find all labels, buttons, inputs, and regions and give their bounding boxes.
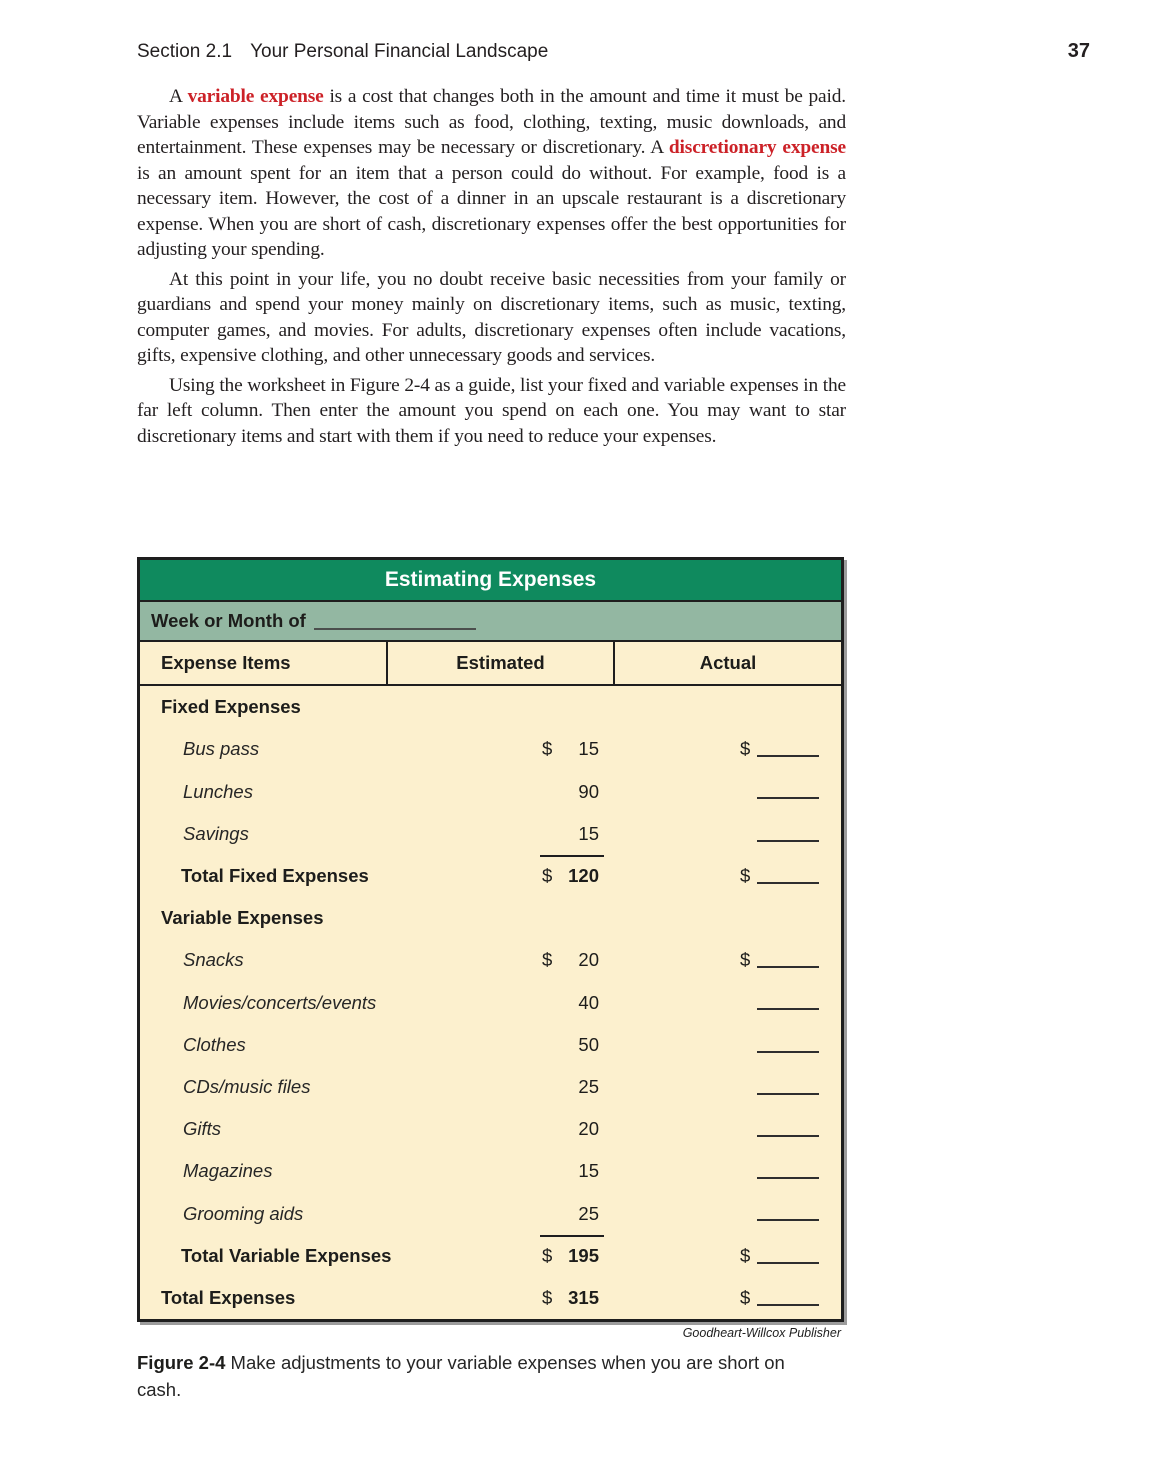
actual-blank-line <box>757 755 819 757</box>
estimated-value: 315 <box>568 1286 599 1308</box>
table-row-savings <box>140 813 841 855</box>
page-number: 37 <box>1067 40 1090 62</box>
estimated-value: 15 <box>578 822 599 844</box>
publisher-credit: Goodheart-Willcox Publisher <box>682 1326 841 1340</box>
actual-currency: $ <box>740 1244 751 1266</box>
actual-blank-line <box>757 1051 819 1053</box>
key-term-variable-expense: variable expense <box>187 86 324 107</box>
estimated-value: 120 <box>568 864 599 886</box>
paragraph-3: Using the worksheet in Figure 2-4 as a guide, list your fixed and variable expenses in the far left column. Then enter the amount you spend on each one. You may want to star discretionary items and start with them if you need to reduce your expenses. <box>137 374 846 447</box>
body-copy <box>137 84 846 453</box>
estimated-currency: $ <box>542 1244 553 1266</box>
paragraph-1 <box>137 84 846 263</box>
row-label: Savings <box>183 822 249 844</box>
row-label: Total Expenses <box>161 1286 296 1308</box>
estimated-value: 40 <box>578 991 599 1013</box>
table-body <box>140 686 841 1319</box>
estimated-value: 25 <box>578 1202 599 1224</box>
actual-currency: $ <box>740 864 751 886</box>
p1-post: is an amount spent for an item that a person could do without. For example, food is a necessary item. However, the cost of a dinner in an upscale restaurant is a discretionary expense. When you are short of cash, discretionary expenses offer the best opportunities for adjusting your spending. <box>137 162 846 260</box>
row-label: Variable Expenses <box>161 907 324 929</box>
table-row-total-fixed-expenses <box>140 855 841 897</box>
section-title: Your Personal Financial Landscape <box>250 41 549 62</box>
actual-blank-line <box>757 966 819 968</box>
running-head <box>137 40 1090 63</box>
actual-blank-line <box>757 882 819 884</box>
row-label: Total Variable Expenses <box>181 1244 392 1266</box>
actual-currency: $ <box>740 738 751 760</box>
actual-blank-line <box>757 840 819 842</box>
week-month-blank-line <box>314 613 476 630</box>
actual-blank-line <box>757 1008 819 1010</box>
estimated-value: 15 <box>578 1160 599 1182</box>
actual-blank-line <box>757 1304 819 1306</box>
figure-caption-text: Make adjustments to your variable expenses when you are short on cash. <box>137 1352 785 1400</box>
row-label: Total Fixed Expenses <box>181 864 369 886</box>
column-header-row <box>140 642 841 686</box>
actual-currency: $ <box>740 949 751 971</box>
column-header-actual: Actual <box>613 642 841 684</box>
table-row-variable-expenses-heading <box>140 897 841 939</box>
row-label: Gifts <box>183 1118 222 1140</box>
actual-blank-line <box>757 1135 819 1137</box>
row-label: Grooming aids <box>183 1202 304 1224</box>
table-row-bus-pass <box>140 728 841 770</box>
estimated-value: 50 <box>578 1033 599 1055</box>
column-header-estimated: Estimated <box>386 642 613 684</box>
section-number: Section 2.1 <box>137 41 233 62</box>
estimated-value: 25 <box>578 1075 599 1097</box>
row-label: Fixed Expenses <box>161 696 301 718</box>
estimated-value: 15 <box>578 738 599 760</box>
table-row-grooming-aids <box>140 1192 841 1234</box>
table-subtitle-bar <box>140 600 841 642</box>
week-month-label: Week or Month of <box>151 610 306 631</box>
row-label: Magazines <box>183 1160 273 1182</box>
estimated-currency: $ <box>542 864 553 886</box>
row-label: Bus pass <box>183 738 260 760</box>
table-row-total-expenses <box>140 1277 841 1319</box>
table-row-clothes <box>140 1024 841 1066</box>
estimated-currency: $ <box>542 949 553 971</box>
column-header-expense-items: Expense Items <box>161 652 291 673</box>
estimating-expenses-table <box>137 557 844 1322</box>
estimated-currency: $ <box>542 1286 553 1308</box>
table-row-fixed-expenses-heading <box>140 686 841 728</box>
actual-blank-line <box>757 1093 819 1095</box>
estimated-currency: $ <box>542 738 553 760</box>
estimated-value: 20 <box>578 949 599 971</box>
row-label: Lunches <box>183 780 253 802</box>
row-label: Snacks <box>183 949 244 971</box>
figure-caption-label: Figure 2-4 <box>137 1352 226 1373</box>
estimated-value: 90 <box>578 780 599 802</box>
figure-caption <box>137 1349 821 1403</box>
table-row-total-variable-expenses <box>140 1235 841 1277</box>
estimated-value: 20 <box>578 1118 599 1140</box>
row-label: Movies/concerts/events <box>183 991 377 1013</box>
p1-pre: A <box>169 86 188 107</box>
actual-blank-line <box>757 1262 819 1264</box>
p1-mid: is a cost that changes both in the amount and time it must be paid. Variable expenses include items such as food, clothing, texting, music downloads, and entertainment. These expenses may be necessary or discretionary. A <box>137 86 846 158</box>
actual-blank-line <box>757 1219 819 1221</box>
table-row-cds-music-files <box>140 1066 841 1108</box>
table-row-movies-concerts-events <box>140 981 841 1023</box>
key-term-discretionary-expense: discretionary expense <box>668 137 846 158</box>
row-label: CDs/music files <box>183 1075 311 1097</box>
table-row-magazines <box>140 1150 841 1192</box>
table-row-lunches <box>140 770 841 812</box>
paragraph-2: At this point in your life, you no doubt receive basic necessities from your family or guardians and spend your money mainly on discretionary items, such as music, texting, computer games, and movies. For adults, discretionary expenses often include vacations, gifts, expensive clothing, and other unnecessary goods and services. <box>137 268 846 366</box>
actual-blank-line <box>757 797 819 799</box>
table-title-bar: Estimating Expenses <box>140 560 841 600</box>
row-label: Clothes <box>183 1033 246 1055</box>
estimated-value: 195 <box>568 1244 599 1266</box>
actual-currency: $ <box>740 1286 751 1308</box>
table-row-gifts <box>140 1108 841 1150</box>
table-row-snacks <box>140 939 841 981</box>
actual-blank-line <box>757 1177 819 1179</box>
